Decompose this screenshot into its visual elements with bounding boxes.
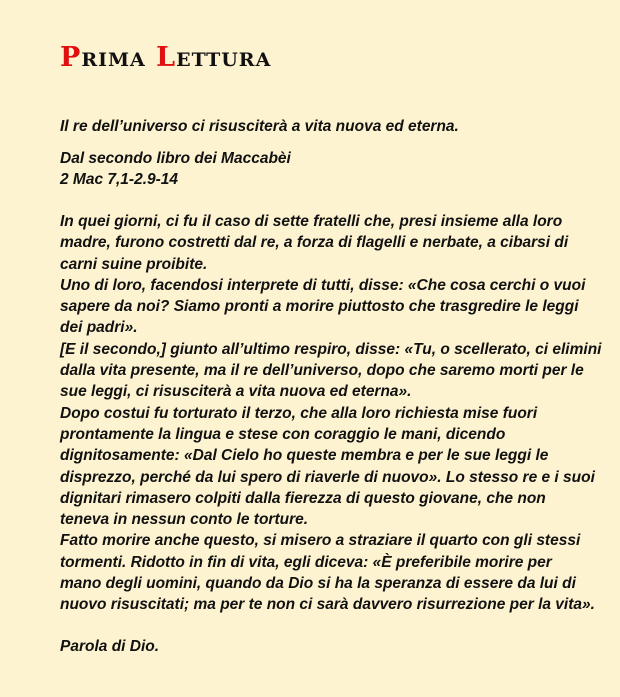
body-line: prontamente la lingua e stese con coraggio le mani, dicendo (60, 425, 506, 443)
body-line: In quei giorni, ci fu il caso di sette fratelli che, presi insieme alla loro (60, 213, 563, 230)
body-line: madre, furono costretti dal re, a forza di flagelli e nerbate, a cibarsi di (60, 234, 569, 252)
body-line: [E il secondo,] giunto all’ultimo respiro, disse: «Tu, o scellerato, ci elimini (60, 340, 602, 358)
body-line: carni suine proibite. (60, 255, 208, 273)
body-line: dignitari rimasero colpiti dalla fierezza di questo giovane, che non (60, 489, 546, 507)
reading-subtitle: Il re dell’universo ci risusciterà a vita nuova ed eterna. (60, 118, 459, 135)
title-initial-p: P (60, 42, 82, 73)
body-line: Uno di loro, facendosi interprete di tutti, disse: «Che cosa cerchi o vuoi (60, 276, 586, 294)
reading-source (60, 148, 580, 190)
reading-body (60, 211, 602, 616)
body-line: teneva in nessun conto le torture. (60, 511, 309, 529)
title-word-1-rest: rima (81, 42, 146, 73)
reading-closing: Parola di Dio. (60, 638, 160, 655)
body-line: disprezzo, perché da lui spero di riaverle di nuovo». Lo stesso re e i suoi (60, 468, 595, 486)
body-line: nuovo risuscitati; ma per te non ci sarà davvero risurrezione per la vita». (60, 596, 595, 614)
title-initial-l: L (156, 42, 177, 73)
body-line: dei padri». (60, 319, 138, 337)
body-line: sapere da noi? Siamo pronti a morire piuttosto che trasgredire le leggi (60, 298, 579, 316)
source-reference: 2 Mac 7,1-2.9-14 (60, 171, 179, 188)
source-book: Dal secondo libro dei Maccabèi (60, 150, 291, 167)
body-line: tormenti. Ridotto in fin di vita, egli diceva: «È preferibile morire per (60, 553, 552, 571)
body-line: dignitosamente: «Dal Cielo ho queste membra e per le sue leggi le (60, 447, 549, 465)
body-line: sue leggi, ci risusciterà a vita nuova ed eterna». (60, 383, 412, 401)
body-line: mano degli uomini, quando da Dio si ha la speranza di essere da lui di (60, 575, 576, 593)
title-word-2-rest: ettura (176, 42, 272, 73)
page-title (60, 42, 271, 74)
body-line: Fatto morire anche questo, si misero a straziare il quarto con gli stessi (60, 532, 581, 550)
body-line: dalla vita presente, ma il re dell’universo, dopo che saremo morti per le (60, 362, 584, 380)
body-line: Dopo costui fu torturato il terzo, che alla loro richiesta mise fuori (60, 404, 538, 422)
